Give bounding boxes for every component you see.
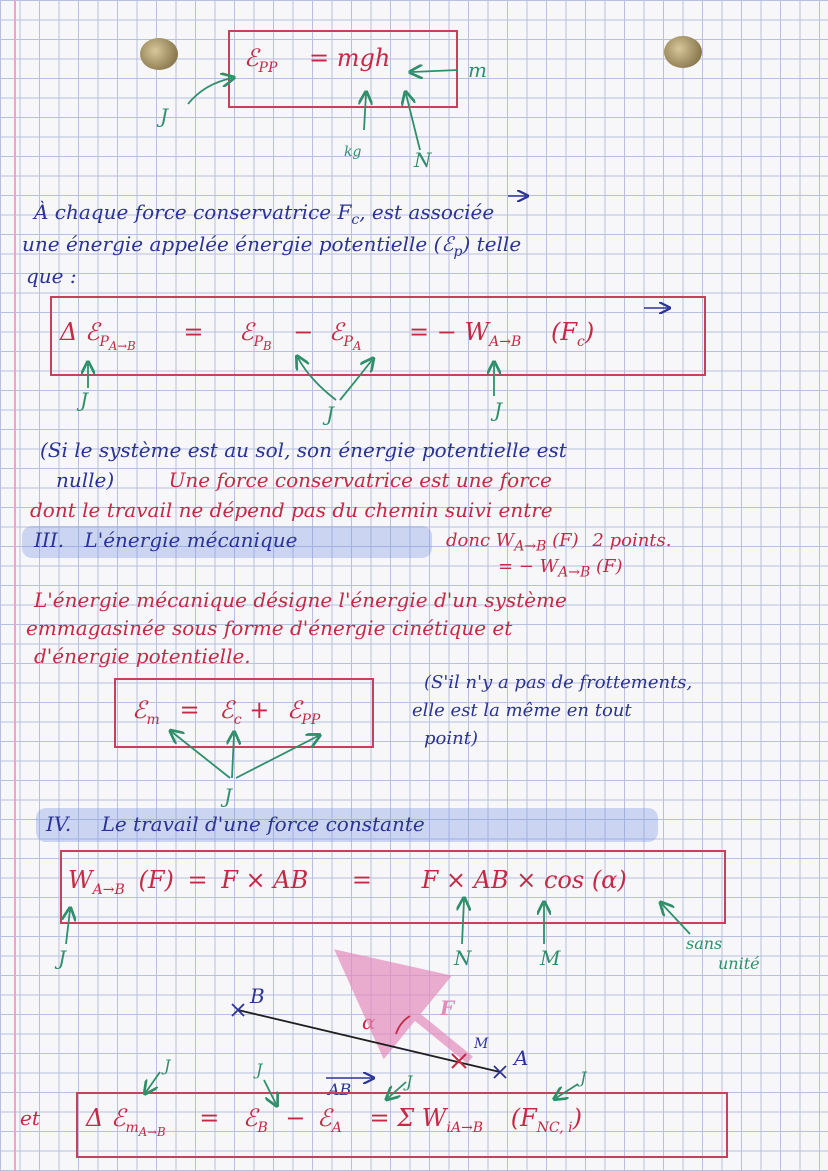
arrow-work-j (66, 910, 70, 944)
arrow-diag-j3 (388, 1082, 406, 1098)
note-sol-line-4: donc $W_{A\to B}$ (F) 2 points. (446, 530, 672, 555)
formula-dep: Δ ℰ$_{P_{A\to B}}$ = ℰ$_{P_B}$ − ℰ$_{P_A}$ = − $W_{A\to B}$ $(F_c)$ (60, 318, 595, 353)
intro-line-2: une énergie appelée énergie potentielle (ℰ$_p$) telle (22, 232, 522, 260)
note-sol-line-2: nulle) Une force conservatrice est une force (56, 468, 552, 492)
note-frott-line-1: (S'il n'y a pas de frottements, (424, 672, 693, 693)
meca-def-line-2: emmagasinée sous forme d'énergie cinétique et (26, 616, 513, 640)
arrow-diag-j4 (556, 1084, 578, 1098)
formula-epp: ℰ$_{PP}$ = mgh (244, 44, 391, 76)
work-unit-j: J (58, 946, 67, 970)
geometry-diagram (232, 972, 506, 1078)
note-frott-line-2: elle est la même en tout (412, 700, 632, 721)
diagram-j-2: J (256, 1060, 263, 1079)
intro-line-3: que : (26, 264, 77, 288)
arrow-dep-2a (298, 358, 336, 400)
note-sol-line-5: = − $W_{A\to B}$ (F) (498, 556, 623, 581)
diagram-point-a: A (514, 1046, 529, 1070)
unit-force: N (414, 148, 432, 172)
alpha-arc (396, 1016, 410, 1034)
note-frott-line-3: point) (424, 728, 478, 749)
arrow-height (412, 70, 458, 72)
work-unit-m: M (540, 946, 561, 970)
unit-height: m (468, 58, 487, 82)
work-unit-n: N (454, 946, 472, 970)
force-arrow (362, 972, 470, 1060)
diagram-j-4: J (580, 1068, 587, 1087)
arrow-em-1 (172, 732, 230, 778)
note-sol-line-1: (Si le système est au sol, son énergie potentielle est (40, 438, 567, 462)
dep-unit-1: J (80, 388, 89, 412)
diagram-point-m: M (474, 1036, 489, 1052)
dep-unit-3: J (494, 398, 503, 422)
em-unit: J (224, 784, 233, 808)
arrow-energy (188, 78, 232, 104)
formula-work: $W_{A\to B}$ (F) = F × AB = F × AB × cos (α) (68, 866, 627, 898)
arrow-mass (364, 94, 366, 130)
unit-mass: kg (344, 144, 362, 160)
arrow-diag-j1 (146, 1072, 160, 1092)
arrow-dep-2b (340, 360, 372, 400)
cross-a (494, 1066, 506, 1078)
arrow-em-3 (236, 736, 318, 778)
diagram-j-1: J (164, 1056, 171, 1075)
diagram-alpha: α (362, 1010, 376, 1034)
cross-b (232, 1004, 244, 1016)
final-et: et (20, 1106, 40, 1130)
formula-final: Δ ℰ$_{m_{A\to B}}$ = ℰ$_B$ − ℰ$_A$ = Σ $W_{iA\to B}$ $(F_{NC, i})$ (86, 1104, 582, 1139)
diagram-force-label: F (440, 996, 455, 1020)
section-4-heading: IV. Le travail d'une force constante (46, 812, 425, 836)
arrow-g (406, 94, 420, 150)
diagram-ab-label: AB (328, 1080, 352, 1099)
section-3-heading: III. L'énergie mécanique (34, 528, 298, 552)
formula-em: ℰ$_m$ = ℰ$_c$ + ℰ$_{PP}$ (132, 696, 321, 728)
work-unit-sans: sans (686, 934, 723, 953)
diagram-j-3: J (406, 1072, 413, 1091)
arrow-work-sans (662, 904, 690, 934)
intro-line-1: À chaque force conservatrice $F_c$, est associée (34, 200, 495, 228)
note-sol-line-3: dont le travail ne dépend pas du chemin suivi entre (30, 498, 553, 522)
unit-energy: J (160, 104, 169, 128)
dep-unit-2: J (326, 402, 335, 426)
work-unit-unite: unité (718, 954, 760, 973)
meca-def-line-3: d'énergie potentielle. (34, 644, 251, 668)
arrow-em-2 (232, 734, 234, 778)
arrow-work-n (462, 900, 464, 944)
meca-def-line-1: L'énergie mécanique désigne l'énergie d'un système (34, 588, 567, 612)
arrow-diag-j2 (264, 1080, 276, 1104)
diagram-point-b: B (250, 984, 265, 1008)
